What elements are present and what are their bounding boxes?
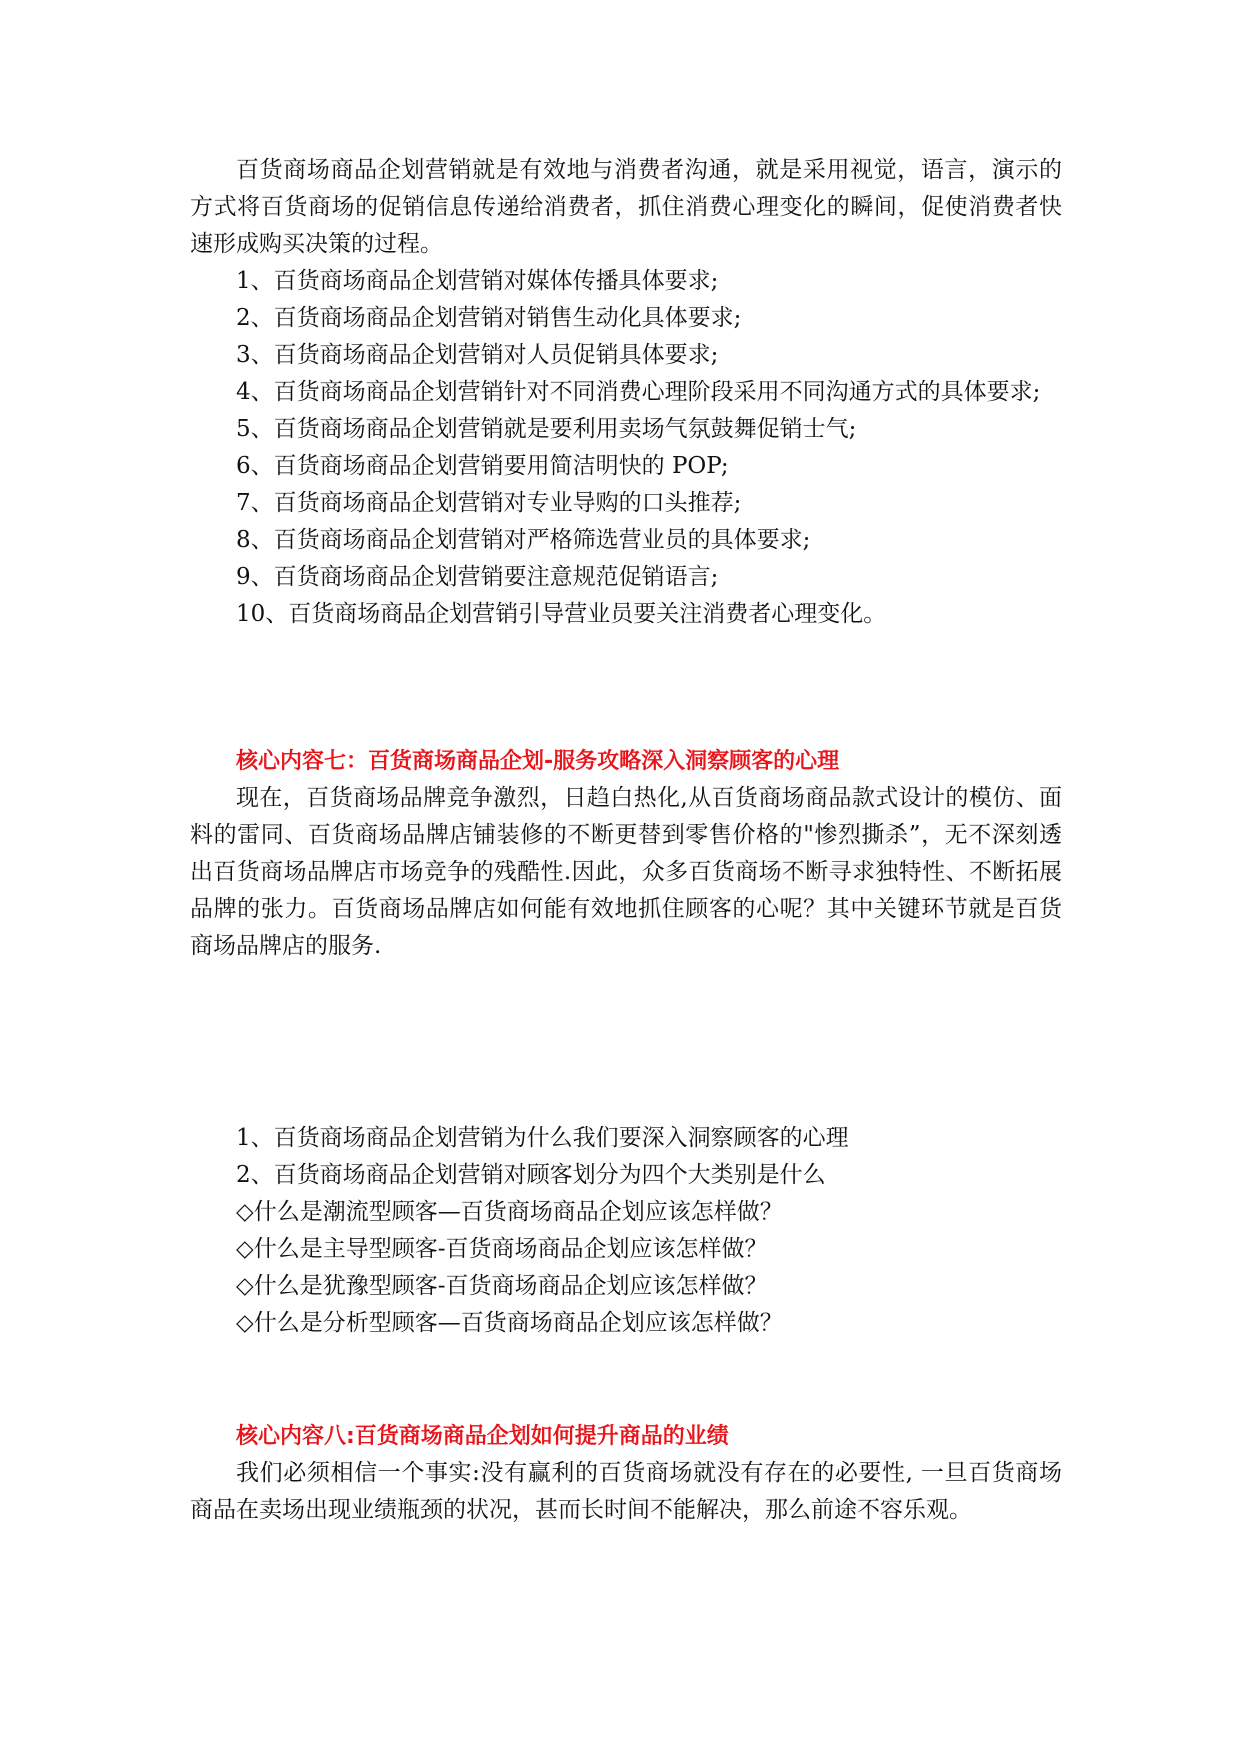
intro-list-item: 10、百货商场商品企划营销引导营业员要关注消费者心理变化。 xyxy=(236,601,887,627)
intro-list-item: 6、百货商场商品企划营销要用简洁明快的 POP; xyxy=(236,453,729,479)
section7-list xyxy=(190,1120,1062,1342)
section8 xyxy=(190,1418,1062,1529)
section7-list-item: ◇什么是潮流型顾客—百货商场商品企划应该怎样做？ xyxy=(236,1199,783,1225)
intro-paragraph: 百货商场商品企划营销就是有效地与消费者沟通，就是采用视觉，语言，演示的方式将百货商场的促销信息传递给消费者，抓住消费心理变化的瞬间，促使消费者快速形成购买决策的过程。 xyxy=(190,157,1062,257)
intro-list-item: 7、百货商场商品企划营销对专业导购的口头推荐; xyxy=(236,490,742,516)
intro-list-item: 1、百货商场商品企划营销对媒体传播具体要求; xyxy=(236,268,719,294)
section7-heading: 核心内容七：百货商场商品企划-服务攻略深入洞察顾客的心理 xyxy=(236,749,840,774)
section7-list-item: 1、百货商场商品企划营销为什么我们要深入洞察顾客的心理 xyxy=(236,1125,849,1151)
intro-list-item: 9、百货商场商品企划营销要注意规范促销语言; xyxy=(236,564,719,590)
section8-paragraph: 我们必须相信一个事实:没有赢利的百货商场就没有存在的必要性, 一旦百货商场商品在卖场出现业绩瓶颈的状况，甚而长时间不能解决，那么前途不容乐观。 xyxy=(190,1460,1062,1523)
section8-heading: 核心内容八:百货商场商品企划如何提升商品的业绩 xyxy=(236,1424,729,1449)
section7 xyxy=(190,743,1062,965)
section7-paragraph: 现在，百货商场品牌竞争激烈，日趋白热化,从百货商场商品款式设计的模仿、面料的雷同、百货商场品牌店铺装修的不断更替到零售价格的"惨烈撕杀”，无不深刻透出百货商场品牌店市场竞争的残酷性.因此，众多百货商场不断寻求独特性、不断拓展品牌的张力。百货商场品牌店如何能有效地抓住顾客的心呢？其中关键环节就是百货商场品牌店的服务. xyxy=(190,785,1062,959)
intro-list-item: 3、百货商场商品企划营销对人员促销具体要求; xyxy=(236,342,719,368)
section7-list-item: ◇什么是分析型顾客—百货商场商品企划应该怎样做？ xyxy=(236,1310,783,1336)
section7-list-item: 2、百货商场商品企划营销对顾客划分为四个大类别是什么 xyxy=(236,1162,826,1188)
intro-list-item: 8、百货商场商品企划营销对严格筛选营业员的具体要求; xyxy=(236,527,811,553)
intro-list-item: 2、百货商场商品企划营销对销售生动化具体要求; xyxy=(236,305,742,331)
section7-list-item: ◇什么是犹豫型顾客-百货商场商品企划应该怎样做？ xyxy=(236,1273,768,1299)
intro-list-item: 4、百货商场商品企划营销针对不同消费心理阶段采用不同沟通方式的具体要求; xyxy=(236,379,1041,405)
intro-list-item: 5、百货商场商品企划营销就是要利用卖场气氛鼓舞促销士气; xyxy=(236,416,857,442)
intro-section xyxy=(190,152,1062,633)
section7-list-item: ◇什么是主导型顾客-百货商场商品企划应该怎样做？ xyxy=(236,1236,768,1262)
